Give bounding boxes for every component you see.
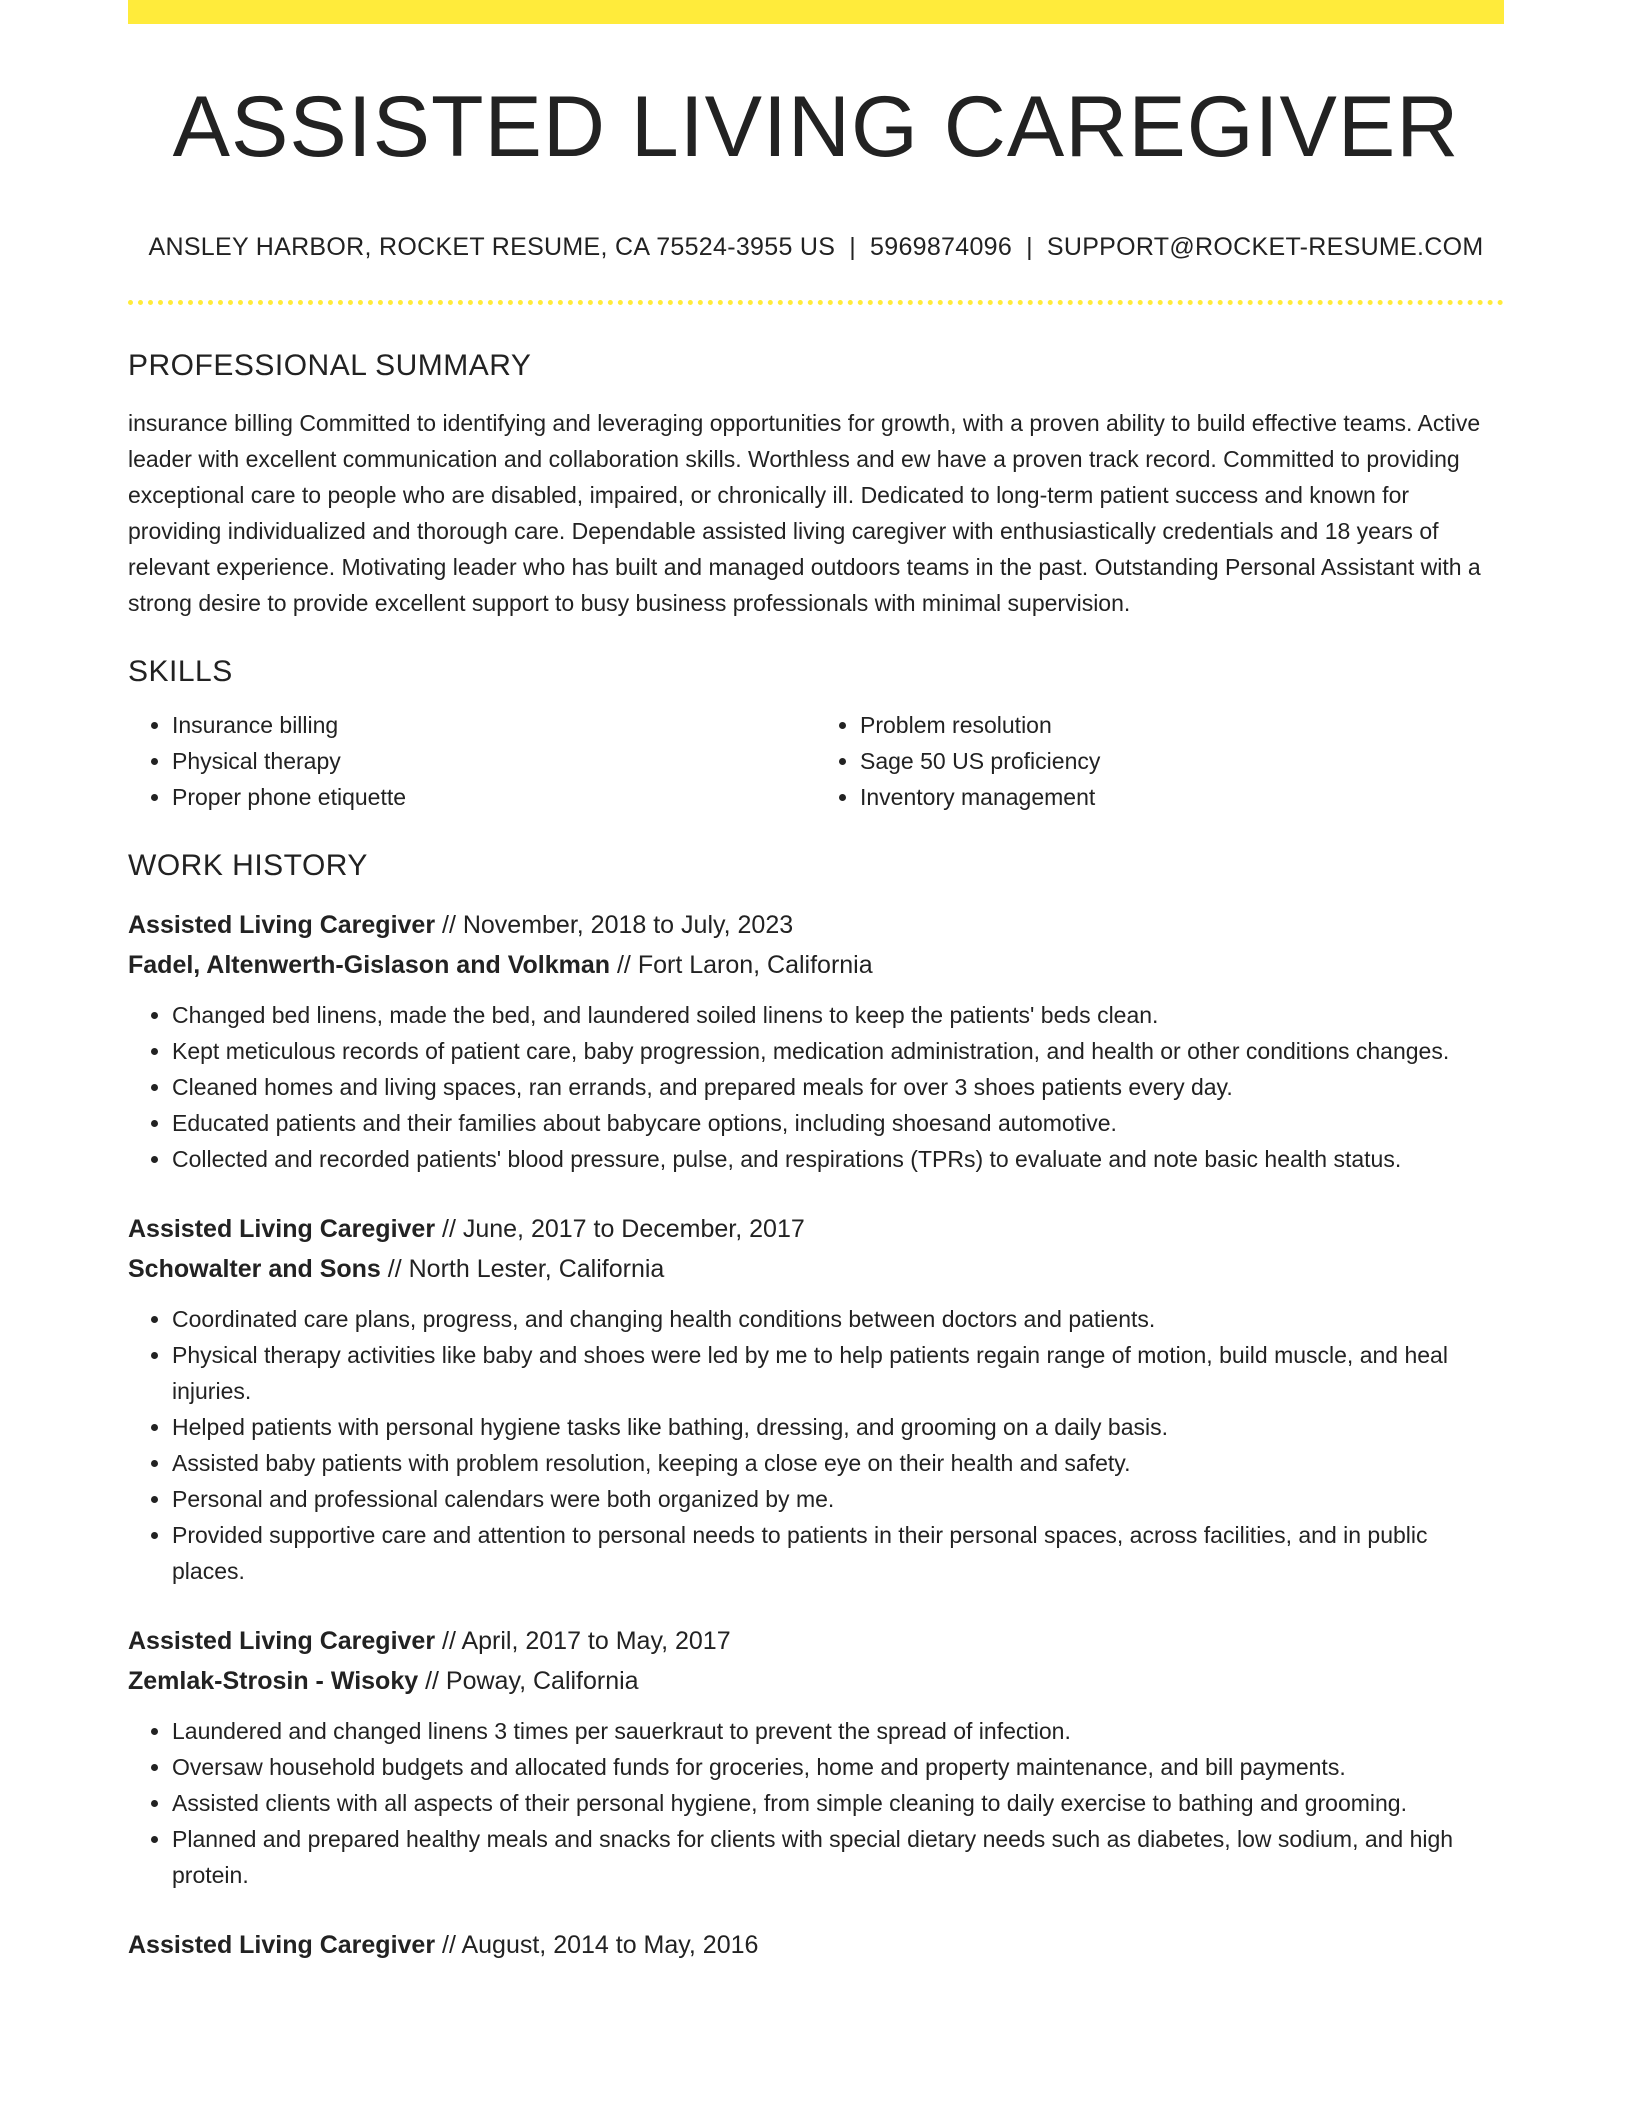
job-role-line xyxy=(128,1209,1504,1249)
job-bullets xyxy=(128,1713,1504,1893)
job-role: Assisted Living Caregiver xyxy=(128,1626,436,1655)
job-bullet: • Personal and professional calendars were both organized by me. xyxy=(172,1481,1504,1517)
job-bullet: • Assisted clients with all aspects of their personal hygiene, from simple cleaning to daily exercise to bathing and grooming. xyxy=(172,1785,1504,1821)
job-company-line xyxy=(128,945,1504,985)
job-company: Schowalter and Sons xyxy=(128,1254,381,1283)
skills-column-right xyxy=(816,707,1504,815)
skill-item: • Sage 50 US proficiency xyxy=(860,743,1504,779)
skills-column-left xyxy=(128,707,816,815)
job-entry xyxy=(128,1925,1504,1965)
skill-item: • Physical therapy xyxy=(172,743,816,779)
job-role-line xyxy=(128,905,1504,945)
job-bullet: • Laundered and changed linens 3 times per sauerkraut to prevent the spread of infection. xyxy=(172,1713,1504,1749)
job-company: Zemlak-Strosin - Wisoky xyxy=(128,1666,419,1695)
job-bullet: • Helped patients with personal hygiene tasks like bathing, dressing, and grooming on a daily basis. xyxy=(172,1409,1504,1445)
job-company: Fadel, Altenwerth-Gislason and Volkman xyxy=(128,950,611,979)
job-dates: // June, 2017 to December, 2017 xyxy=(435,1214,805,1243)
job-dates: // November, 2018 to July, 2023 xyxy=(435,910,794,939)
job-bullet: • Changed bed linens, made the bed, and laundered soiled linens to keep the patients' beds clean. xyxy=(172,997,1504,1033)
job-bullet: • Provided supportive care and attention to personal needs to patients in their personal spaces, across facilities, and in public places. xyxy=(172,1517,1504,1589)
job-entry xyxy=(128,905,1504,1177)
summary-text: insurance billing Committed to identifying and leveraging opportunities for growth, with a proven ability to build effective teams. Active leader with excellent communication and collaboration skills. Worthless and ew have a proven track record. Committed to providing exceptional care to people who are disabled, impaired, or chronically ill. Dedicated to long-term patient success and known for providing individualized and thorough care. Dependable assisted living caregiver with enthusiastically credentials and 18 years of relevant experience. Motivating leader who has built and managed outdoors teams in the past. Outstanding Personal Assistant with a strong desire to provide excellent support to busy business professionals with minimal supervision. xyxy=(128,409,1481,616)
job-role-line xyxy=(128,1925,1504,1965)
skill-item: • Inventory management xyxy=(860,779,1504,815)
job-bullet: • Assisted baby patients with problem resolution, keeping a close eye on their health and safety. xyxy=(172,1445,1504,1481)
job-bullet: • Physical therapy activities like baby and shoes were led by me to help patients regain range of motion, build muscle, and heal injuries. xyxy=(172,1337,1504,1409)
skills-heading: SKILLS xyxy=(128,654,233,688)
skill-item: • Proper phone etiquette xyxy=(172,779,816,815)
job-role: Assisted Living Caregiver xyxy=(128,1930,436,1959)
job-dates: // August, 2014 to May, 2016 xyxy=(435,1930,759,1959)
contact-address: ANSLEY HARBOR, ROCKET RESUME, CA 75524-3955 US xyxy=(148,232,836,261)
job-bullet: • Coordinated care plans, progress, and changing health conditions between doctors and patients. xyxy=(172,1301,1504,1337)
job-bullet: • Kept meticulous records of patient care, baby progression, medication administration, and health or other conditions changes. xyxy=(172,1033,1504,1069)
job-bullet: • Cleaned homes and living spaces, ran errands, and prepared meals for over 3 shoes patients every day. xyxy=(172,1069,1504,1105)
skill-item: • Problem resolution xyxy=(860,707,1504,743)
skills-list xyxy=(128,707,1504,815)
job-bullets xyxy=(128,997,1504,1177)
top-accent-bar xyxy=(128,0,1504,24)
job-location: // North Lester, California xyxy=(380,1254,665,1283)
contact-separator: | xyxy=(849,232,857,261)
job-company-line xyxy=(128,1249,1504,1289)
job-bullet: • Collected and recorded patients' blood pressure, pulse, and respirations (TPRs) to evaluate and note basic health status. xyxy=(172,1141,1504,1177)
job-bullets xyxy=(128,1301,1504,1589)
summary-heading: PROFESSIONAL SUMMARY xyxy=(128,348,532,382)
skill-item: • Insurance billing xyxy=(172,707,816,743)
contact-email[interactable]: SUPPORT@ROCKET-RESUME.COM xyxy=(1046,232,1484,261)
contact-line xyxy=(128,233,1504,262)
job-location: // Poway, California xyxy=(418,1666,639,1695)
job-location: // Fort Laron, California xyxy=(610,950,873,979)
resume-title: ASSISTED LIVING CAREGIVER xyxy=(172,79,1460,175)
job-company-line xyxy=(128,1661,1504,1701)
job-entry xyxy=(128,1621,1504,1893)
contact-phone: 5969874096 xyxy=(870,232,1013,261)
contact-separator: | xyxy=(1026,232,1033,261)
job-role: Assisted Living Caregiver xyxy=(128,910,436,939)
resume-page xyxy=(128,0,1504,1965)
work-history-heading: WORK HISTORY xyxy=(128,848,368,882)
job-bullet: • Educated patients and their families about babycare options, including shoesand automotive. xyxy=(172,1105,1504,1141)
job-dates: // April, 2017 to May, 2017 xyxy=(435,1626,731,1655)
job-entry xyxy=(128,1209,1504,1589)
dotted-divider xyxy=(128,300,1504,305)
job-role: Assisted Living Caregiver xyxy=(128,1214,436,1243)
job-bullet: • Oversaw household budgets and allocated funds for groceries, home and property maintenance, and bill payments. xyxy=(172,1749,1504,1785)
job-bullet: • Planned and prepared healthy meals and snacks for clients with special dietary needs such as diabetes, low sodium, and high protein. xyxy=(172,1821,1504,1893)
job-role-line xyxy=(128,1621,1504,1661)
